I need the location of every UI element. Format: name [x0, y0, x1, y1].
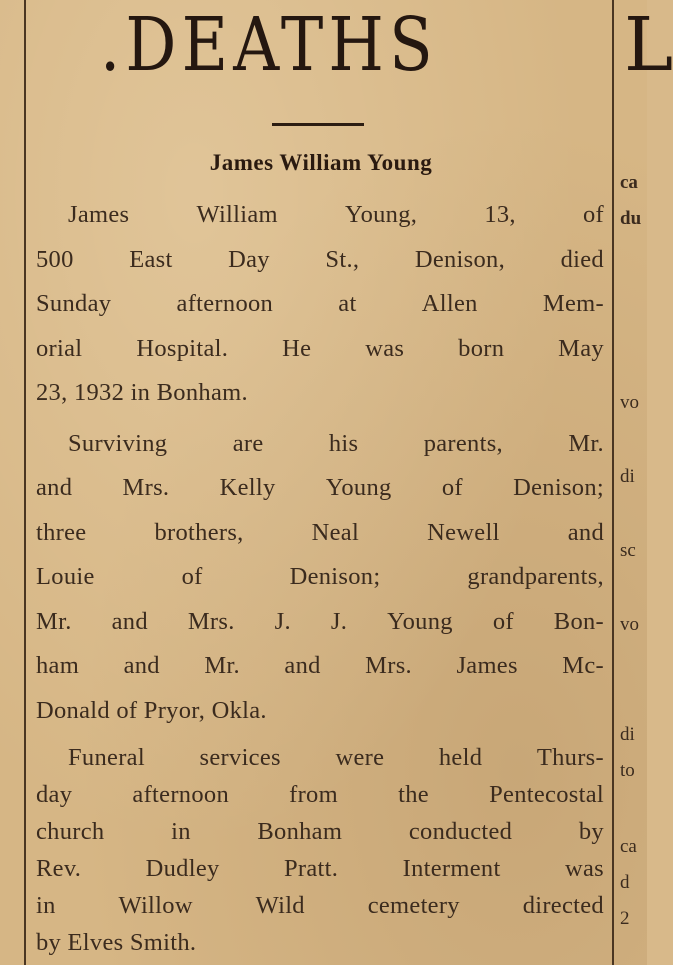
text-line: ham and Mr. and Mrs. James Mc- — [36, 652, 604, 679]
obituary-body — [36, 193, 604, 962]
obituary-name: James William Young — [209, 150, 433, 175]
text-line: 500 East Day St., Denison, died — [36, 245, 604, 273]
column-rule-left — [24, 0, 26, 965]
text-line: Donald of Pryor, Okla. — [36, 696, 267, 724]
paragraph-1 — [36, 193, 604, 416]
text-line: 23, 1932 in Bonham. — [36, 379, 248, 406]
paragraph-2 — [36, 422, 604, 734]
text-line: James William Young, 13, of — [68, 201, 604, 228]
text-line: day afternoon from the Pentecostal — [36, 781, 604, 809]
adjacent-text-fragment: vo — [620, 614, 639, 635]
adjacent-text-fragment: ca — [620, 836, 637, 857]
text-line: three brothers, Neal Newell and — [36, 518, 604, 546]
text-line: Surviving are his parents, Mr. — [68, 429, 604, 457]
adjacent-text-fragment: to — [620, 760, 635, 781]
text-line: church in Bonham conducted by — [36, 818, 604, 846]
column-rule-right — [612, 0, 614, 965]
text-line: in Willow Wild cemetery directed — [36, 892, 604, 920]
headline-divider — [272, 123, 364, 126]
adjacent-text-fragment: ca — [620, 172, 638, 193]
section-headline: .DEATHS — [100, 2, 438, 88]
adjacent-text-fragment: 2 — [620, 908, 630, 929]
adjacent-column-headline: L — [624, 2, 673, 88]
adjacent-text-fragment: di — [620, 466, 635, 487]
text-line: and Mrs. Kelly Young of Denison; — [36, 474, 604, 501]
text-line: Funeral services were held Thurs- — [68, 744, 604, 771]
adjacent-text-fragment: di — [620, 724, 635, 745]
adjacent-text-fragment: vo — [620, 392, 639, 413]
adjacent-text-fragment: sc — [620, 540, 636, 561]
adjacent-text-fragment: du — [620, 208, 642, 229]
text-line: by Elves Smith. — [36, 929, 197, 957]
text-line: Mr. and Mrs. J. J. Young of Bon- — [36, 607, 604, 635]
text-line: Sunday afternoon at Allen Mem- — [36, 290, 604, 317]
paragraph-3 — [36, 739, 604, 962]
text-line: orial Hospital. He was born May — [36, 334, 604, 362]
text-line: Louie of Denison; grandparents, — [36, 563, 604, 590]
adjacent-text-fragment: d — [620, 872, 630, 893]
text-line: Rev. Dudley Pratt. Interment was — [36, 855, 604, 883]
